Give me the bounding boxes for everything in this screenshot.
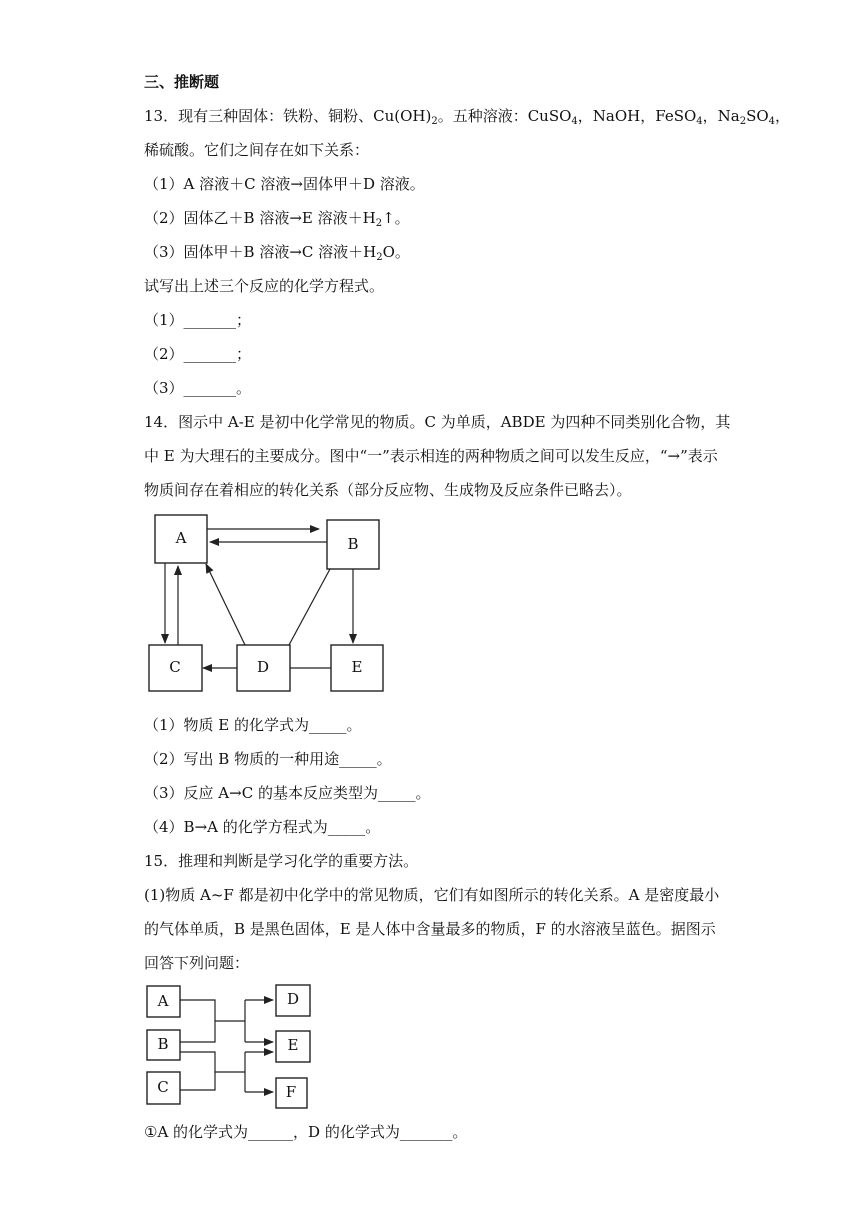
q15-answer: ①A 的化学式为______，D 的化学式为_______。 <box>144 1123 468 1141</box>
section-title: 三、推断题 <box>144 73 220 91</box>
svg-text:C: C <box>169 658 181 676</box>
svg-text:C: C <box>157 1078 169 1096</box>
join-a-b <box>180 1000 215 1042</box>
svg-text:B: B <box>347 535 359 553</box>
q15-node-c <box>147 1072 180 1104</box>
q14-sub-3: （3）反应 A→C 的基本反应类型为_____。 <box>144 784 431 802</box>
node-e <box>331 645 383 691</box>
svg-text:E: E <box>351 658 363 676</box>
q15-node-e <box>276 1031 310 1062</box>
svg-text:E: E <box>287 1036 299 1054</box>
q15-line2: (1)物质 A~F 都是初中化学中的常见物质，它们有如图所示的转化关系。A 是密度最小 <box>144 886 720 904</box>
join-b-c <box>180 1052 215 1090</box>
svg-text:A: A <box>175 529 187 547</box>
svg-text:B: B <box>157 1035 169 1053</box>
q15-node-f <box>276 1078 307 1108</box>
q14-sub-2: （2）写出 B 物质的一种用途_____。 <box>144 750 392 768</box>
q14-sub-4: （4）B→A 的化学方程式为_____。 <box>144 818 381 836</box>
svg-text:D: D <box>286 990 300 1008</box>
q15-line1: 15．推理和判断是学习化学的重要方法。 <box>144 852 419 870</box>
q15-node-d <box>276 985 310 1016</box>
q13-answer-1: （1）_______； <box>144 311 252 329</box>
q14-sub-1: （1）物质 E 的化学式为_____。 <box>144 716 362 734</box>
q13-line1: 13．现有三种固体：铁粉、铜粉、$Cu(OH)_2$。五种溶液：CuSO$_4$，NaOH，FeSO$_4$，$Na_2SO_4$， <box>144 107 791 127</box>
q14-line2: 中 E 为大理石的主要成分。图中“一”表示相连的两种物质之间可以发生反应，“→”表示 <box>144 447 718 465</box>
q15-diagram <box>147 985 310 1108</box>
q15-node-b <box>147 1030 180 1060</box>
svg-text:A: A <box>157 992 169 1010</box>
svg-text:D: D <box>256 658 270 676</box>
node-c <box>149 645 202 691</box>
q13-answer-2: （2）_______； <box>144 345 252 363</box>
q13-answer-3: （3）_______。 <box>144 379 252 397</box>
q13-line2: 稀硫酸。它们之间存在如下关系： <box>144 141 370 159</box>
node-b <box>327 520 379 569</box>
q15-node-a <box>147 986 180 1017</box>
arrow-d-to-a <box>206 564 245 645</box>
q14-line3: 物质间存在着相应的转化关系（部分反应物、生成物及反应条件已略去）。 <box>144 481 632 499</box>
q14-line1: 14．图示中 A-E 是初中化学常见的物质。C 为单质，ABDE 为四种不同类别化合物，其 <box>144 413 731 431</box>
line-d-b <box>289 569 330 645</box>
q13-relation-3: （3）固体甲＋B 溶液→C 溶液$+H_2O$。 <box>144 243 410 263</box>
q15-line3: 的气体单质，B 是黑色固体，E 是人体中含量最多的物质，F 的水溶液呈蓝色。据图示 <box>144 920 716 938</box>
node-d <box>237 645 290 691</box>
q13-relation-1: （1）A 溶液＋C 溶液→固体甲＋D 溶液。 <box>144 175 425 193</box>
q13-prompt: 试写出上述三个反应的化学方程式。 <box>144 277 385 295</box>
q13-relation-2: （2）固体乙＋B 溶液→E 溶液$+H_2↑$。 <box>144 209 410 229</box>
q15-line4: 回答下列问题： <box>144 954 250 972</box>
node-a <box>155 515 207 563</box>
svg-text:F: F <box>285 1083 297 1101</box>
